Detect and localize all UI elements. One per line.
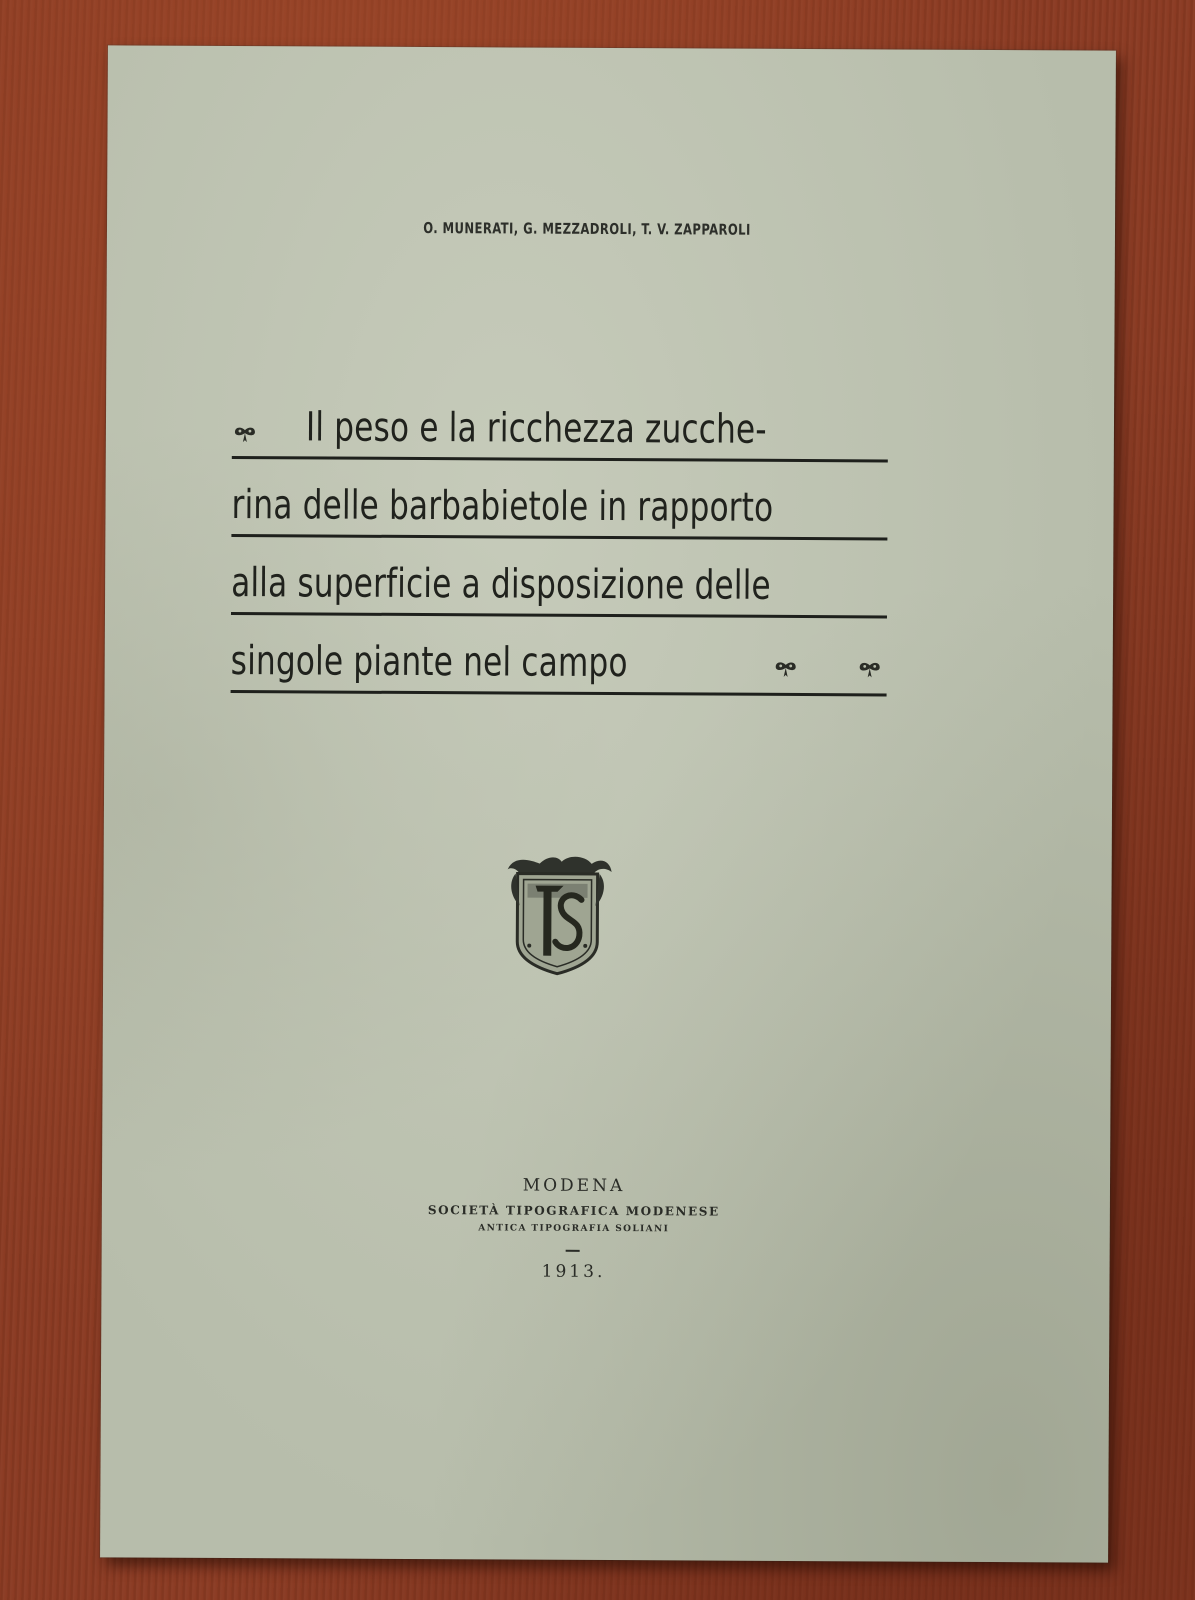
authors-line: O. MUNERATI, G. MEZZADROLI, T. V. ZAPPAROLI [423,219,751,239]
imprint-year: 1913. [541,1261,606,1282]
title-text-1: Il peso e la ricchezza zucche- [305,404,767,453]
title-line-2 [231,459,887,540]
title-text-4: singole piante nel campo [230,638,628,687]
fleuron-icon [773,659,799,681]
fleuron-icon [857,659,883,681]
fleuron-icon [232,424,258,446]
title-text-3: alla superficie a disposizione delle [231,560,771,609]
title-line-4 [231,615,887,696]
title-line-3 [231,537,887,618]
imprint-city: MODENA [522,1175,626,1197]
imprint-printer: ANTICA TIPOGRAFIA SOLIANI [478,1223,670,1235]
title-block [231,381,889,696]
imprint-divider [566,1250,580,1252]
title-line-1 [232,381,888,462]
imprint-publisher: SOCIETÀ TIPOGRAFICA MODENESE [427,1203,720,1219]
title-text-2: rina delle barbabietole in rapporto [231,482,774,531]
printer-monogram-emblem-icon [499,849,616,978]
booklet-cover [100,45,1116,1562]
